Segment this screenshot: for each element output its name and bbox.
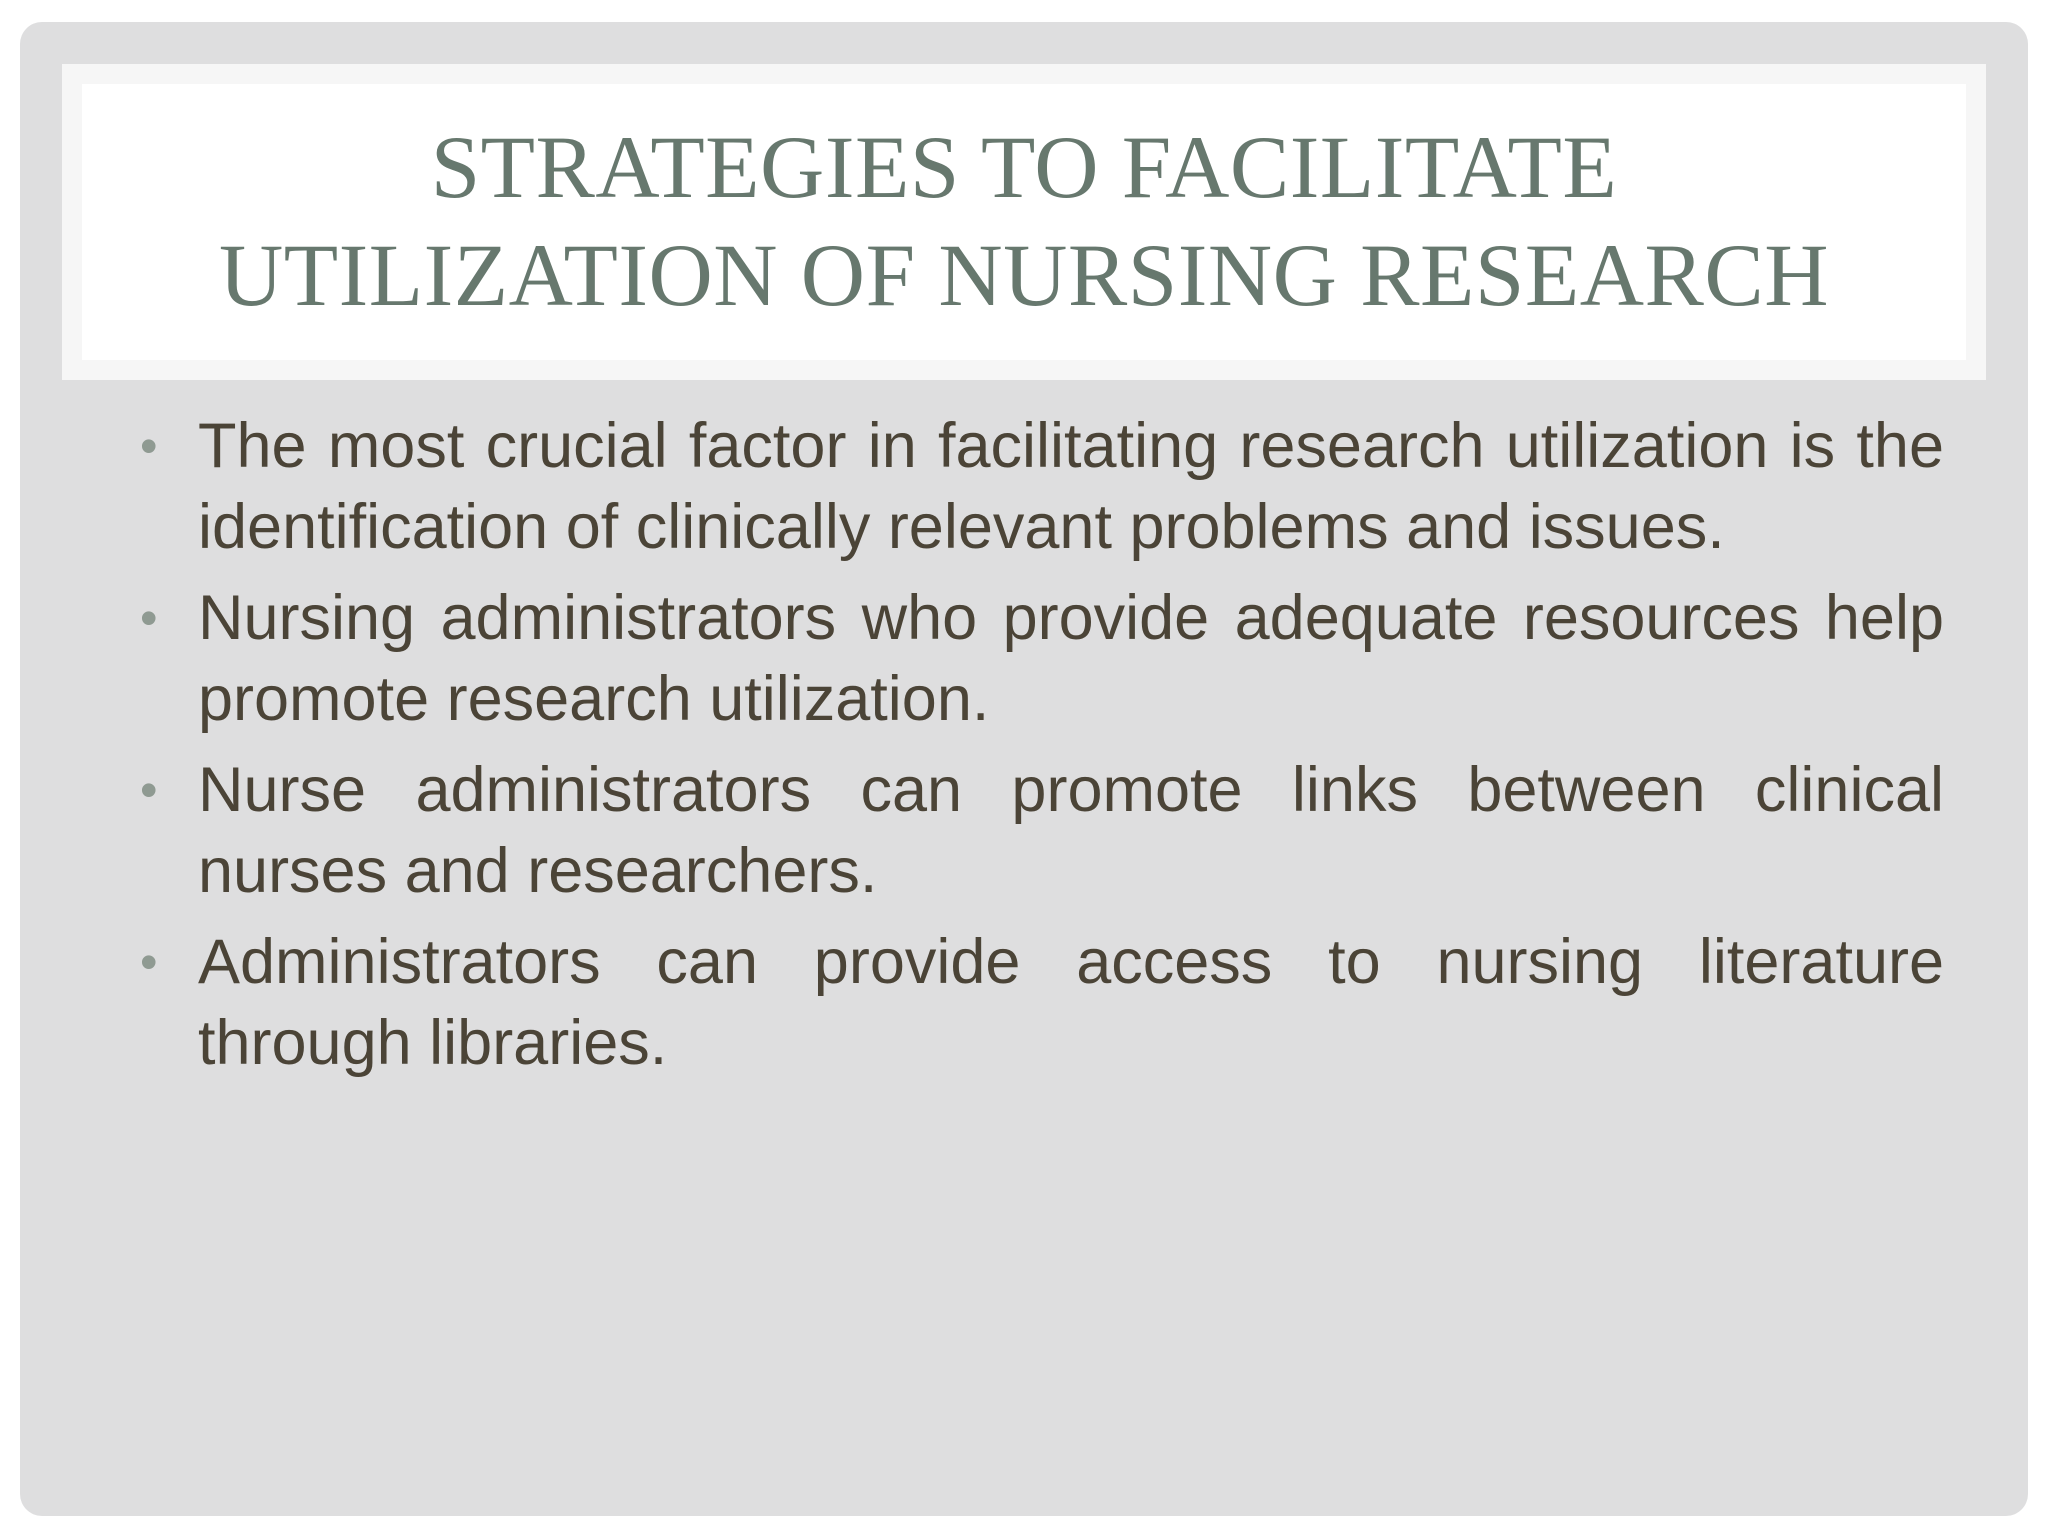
bullet-item-1	[132, 406, 1944, 568]
bullet-icon: •	[140, 934, 158, 990]
bullet-text: Administrators can provide access to nursing literature through libraries.	[198, 927, 1944, 1078]
bullet-list	[132, 406, 1944, 1094]
title-frame	[62, 64, 1986, 380]
bullet-text: The most crucial factor in facilitating research utilization is the identification of clinically relevant problems and issues.	[198, 411, 1944, 562]
slide	[20, 22, 2028, 1516]
bullet-text: Nursing administrators who provide adequate resources help promote research utilization.	[198, 583, 1944, 734]
bullet-item-2	[132, 578, 1944, 740]
bullet-item-3	[132, 750, 1944, 912]
bullet-icon: •	[140, 418, 158, 474]
bullet-icon: •	[140, 762, 158, 818]
title-line-1: STRATEGIES TO FACILITATE	[430, 119, 1618, 217]
bullet-item-4	[132, 922, 1944, 1084]
title-box	[82, 84, 1966, 360]
bullet-text: Nurse administrators can promote links between clinical nurses and researchers.	[198, 755, 1944, 906]
bullet-icon: •	[140, 590, 158, 646]
slide-title	[219, 114, 1829, 330]
title-line-2: UTILIZATION OF NURSING RESEARCH	[218, 227, 1830, 325]
